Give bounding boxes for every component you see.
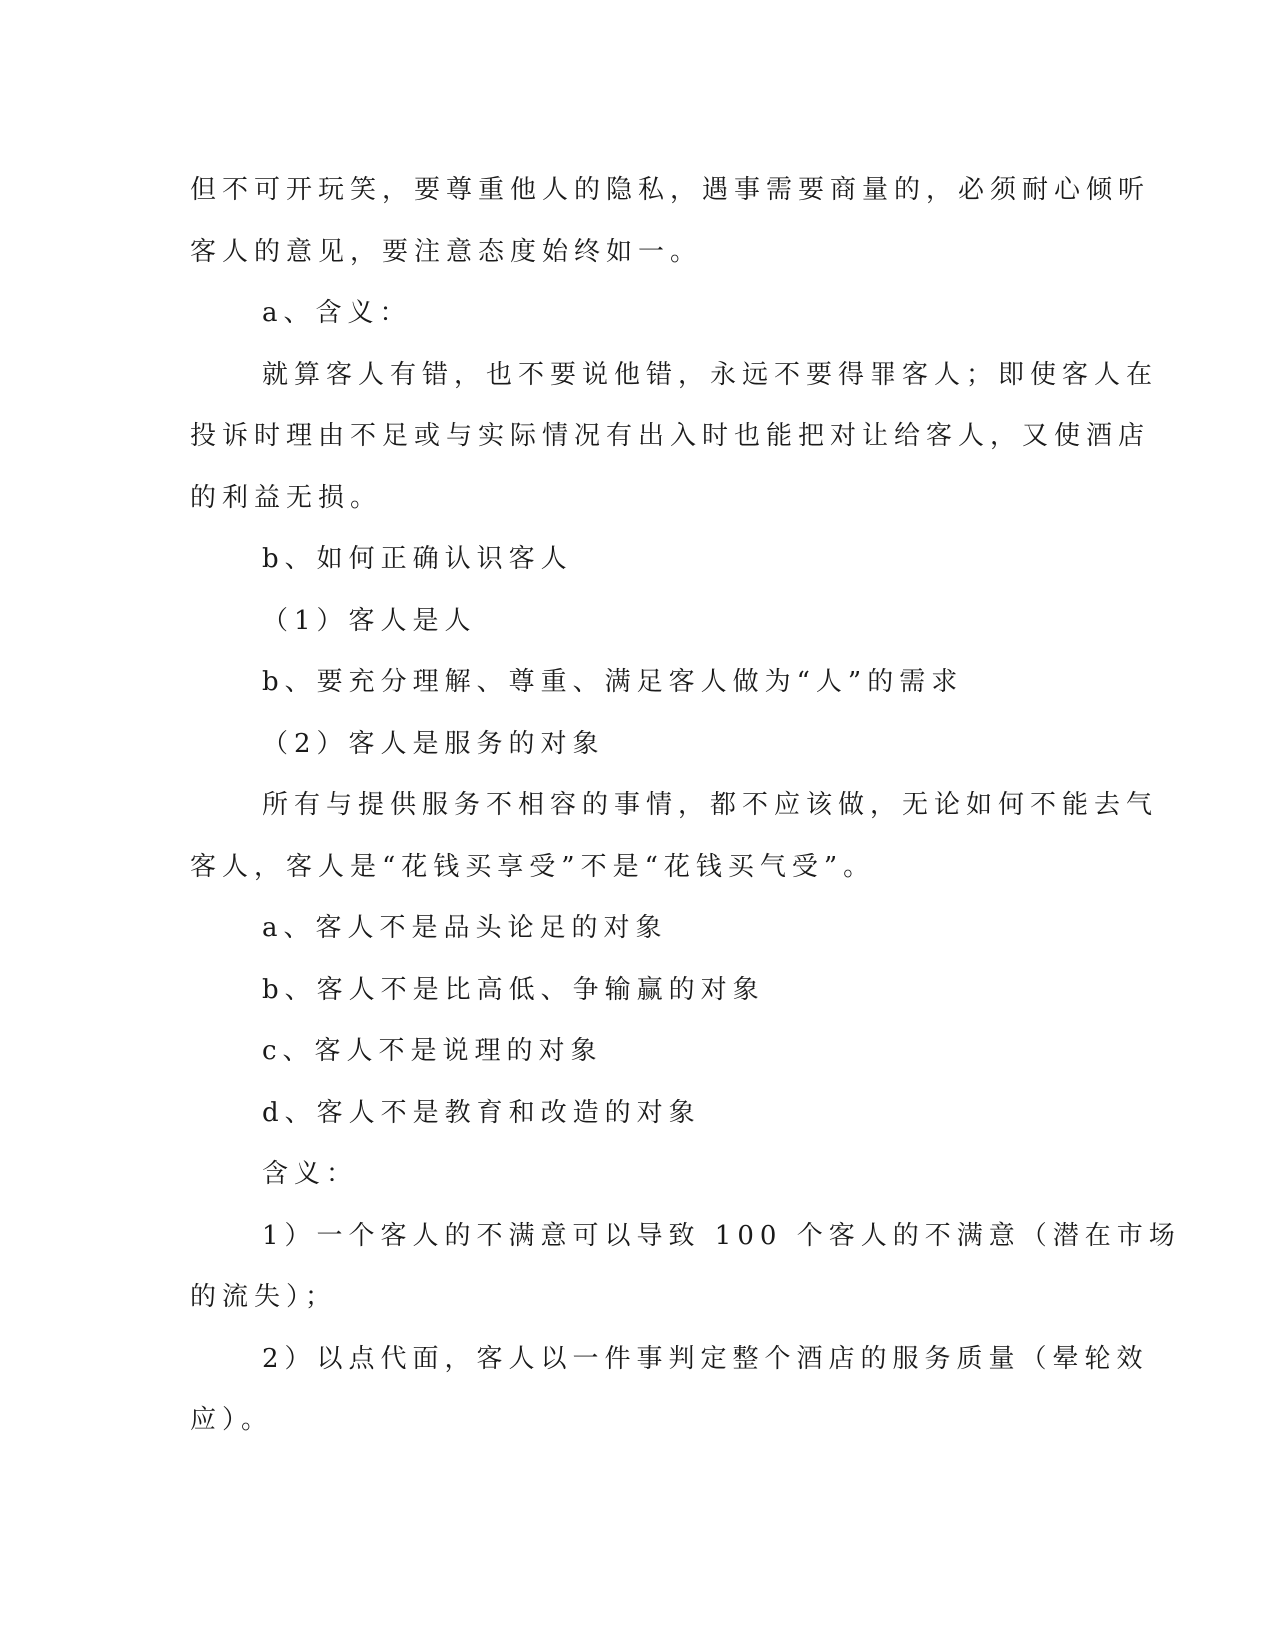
text-line: d、客人不是教育和改造的对象 [262,1097,701,1128]
text-line: 含义： [262,1159,359,1189]
text-line: 1）一个客人的不满意可以导致 100 个客人的不满意（潜在市场 [262,1220,1181,1251]
text-line: 所有与提供服务不相容的事情，都不应该做，无论如何不能去气 [262,790,1159,820]
text-line: 的流失）； [190,1282,338,1312]
text-line: 的利益无损。 [190,482,383,513]
text-line: a、客人不是品头论足的对象 [262,913,668,943]
text-line: 投诉时理由不足或与实际情况有出入时也能把对让给客人，又使酒店 [190,421,1151,451]
text-line: b、要充分理解、尊重、满足客人做为“人”的需求 [262,667,964,697]
text-line: b、如何正确认识客人 [262,544,573,574]
text-line: 但不可开玩笑，要尊重他人的隐私，遇事需要商量的，必须耐心倾听 [190,175,1151,205]
text-line: 2）以点代面，客人以一件事判定整个酒店的服务质量（晕轮效 [262,1343,1149,1374]
text-line: b、客人不是比高低、争输赢的对象 [262,974,765,1005]
text-line: 客人，客人是“花钱买享受”不是“花钱买气受”。 [190,851,876,882]
text-line: 客人的意见，要注意态度始终如一。 [190,236,703,267]
text-line: 就算客人有错，也不要说他错，永远不要得罪客人；即使客人在 [262,359,1159,390]
text-line: c、客人不是说理的对象 [262,1036,603,1066]
document-body [190,160,1181,1452]
text-line: （1）客人是人 [262,605,477,636]
text-line: a、含义： [262,298,412,328]
text-line: 应）。 [190,1405,274,1435]
text-line: （2）客人是服务的对象 [262,728,605,759]
